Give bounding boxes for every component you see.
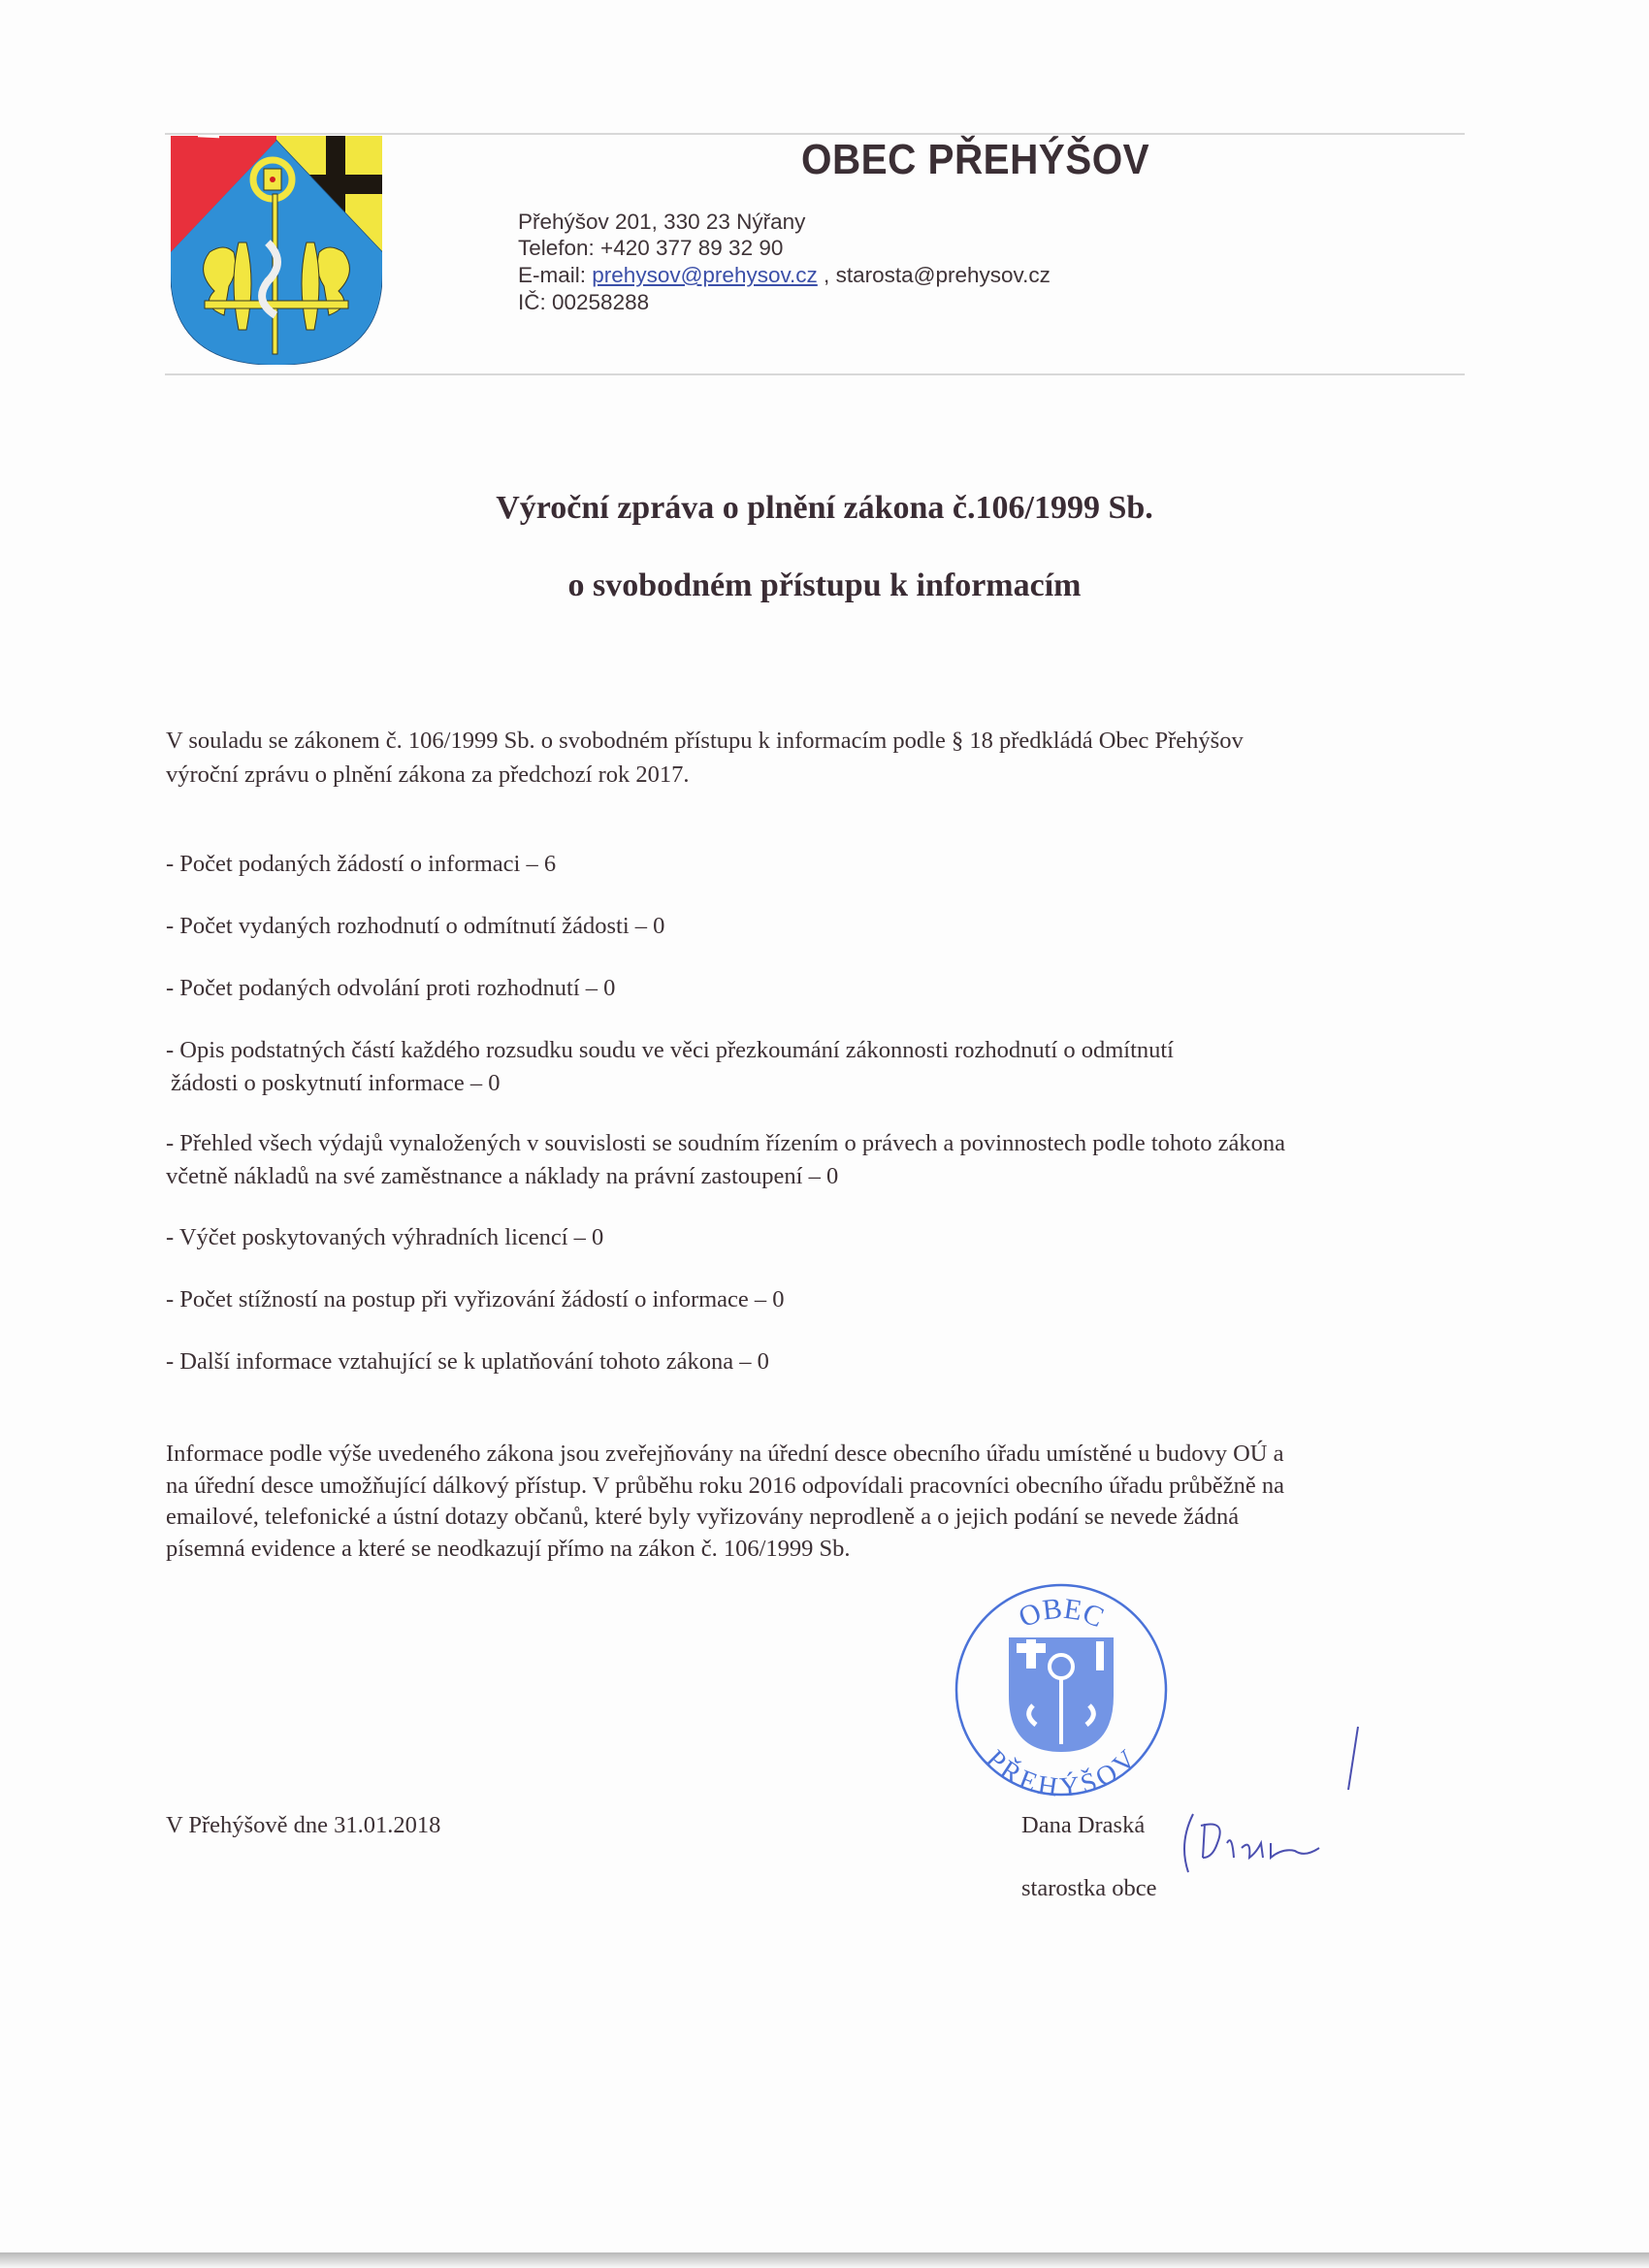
- report-item: [166, 1132, 1285, 1188]
- email-label: E-mail:: [518, 263, 587, 287]
- stamp-bottom-text: PŘEHÝŠOV: [980, 1744, 1143, 1800]
- report-item-text: - Přehled všech výdajů vynaložených v souvislosti se soudním řízením o právech a povinnostech podle tohoto zákona: [166, 1130, 1285, 1156]
- report-item-text: - Počet vydaných rozhodnutí o odmítnutí žádosti – 0: [166, 913, 665, 939]
- document-title: Výroční zpráva o plnění zákona č.106/1999 Sb.: [496, 490, 1153, 526]
- address-line: Přehýšov 201, 330 23 Nýřany: [518, 210, 806, 234]
- report-item-text-cont: žádosti o poskytnutí informace – 0: [171, 1069, 501, 1096]
- phone-line: Telefon: +420 377 89 32 90: [518, 236, 784, 260]
- closing-paragraph: [166, 1442, 1284, 1569]
- report-item: [166, 1226, 603, 1250]
- email-link-primary[interactable]: prehysov@prehysov.cz: [592, 263, 818, 287]
- report-item-text: - Výčet poskytovaných výhradních licencí – 0: [166, 1224, 604, 1250]
- handwritten-signature-icon: [1174, 1717, 1368, 1892]
- closing-line: písemná evidence a které se neodkazují přímo na zákon č. 106/1999 Sb.: [166, 1535, 851, 1562]
- report-item: [166, 1350, 769, 1375]
- report-item: [166, 853, 556, 877]
- scan-page-edge: [0, 2252, 1649, 2268]
- report-item: [166, 915, 664, 939]
- email-line: [518, 265, 1051, 287]
- closing-line: na úřední desce umožňující dálkový přístup. V průběhu roku 2016 odpovídali pracovníci obecního úřadu průběžně na: [166, 1472, 1285, 1499]
- closing-line: emailové, telefonické a ústní dotazy občanů, které byly vyřizovány neprodleně a o jejich podání se nevede žádná: [166, 1504, 1240, 1530]
- signer-role: starostka obce: [1021, 1875, 1157, 1901]
- report-item: [166, 977, 615, 1001]
- intro-line-2: výroční zprávu o plnění zákona za předchozí rok 2017.: [166, 761, 690, 788]
- intro-line-1: V souladu se zákonem č. 106/1999 Sb. o svobodném přístupu k informacím podle § 18 předkládá Obec Přehýšov: [166, 728, 1244, 754]
- header-top-rule: [165, 133, 1465, 135]
- report-item-text: - Počet podaných žádostí o informaci – 6: [166, 851, 557, 877]
- organization-name: OBEC PŘEHÝŠOV: [801, 136, 1150, 183]
- place-and-date: V Přehýšově dne 31.01.2018: [166, 1812, 441, 1838]
- email-separator: ,: [817, 263, 836, 287]
- report-item: [166, 1039, 1174, 1095]
- header-bottom-rule: [165, 373, 1465, 375]
- report-item-text: - Počet podaných odvolání proti rozhodnutí – 0: [166, 975, 616, 1001]
- ic-line: IČ: 00258288: [518, 290, 650, 314]
- report-item-text-cont: včetně nákladů na své zaměstnance a náklady na právní zastoupení – 0: [166, 1162, 839, 1189]
- report-item-text: - Další informace vztahující se k uplatňování tohoto zákona – 0: [166, 1348, 769, 1375]
- official-stamp-icon: [951, 1579, 1172, 1800]
- email-secondary: starosta@prehysov.cz: [835, 263, 1051, 287]
- closing-line: Informace podle výše uvedeného zákona jsou zveřejňovány na úřední desce obecního úřadu umístěné u budovy OÚ a: [166, 1441, 1284, 1467]
- report-item: [166, 1288, 785, 1312]
- report-item-text: - Opis podstatných částí každého rozsudku soudu ve věci přezkoumání zákonnosti rozhodnutí o odmítnutí: [166, 1037, 1174, 1063]
- coat-of-arms-icon: [171, 136, 382, 365]
- report-item-text: - Počet stížností na postup při vyřizování žádostí o informace – 0: [166, 1286, 785, 1312]
- stamp-top-text: OBEC: [1014, 1592, 1109, 1635]
- document-subtitle: o svobodném přístupu k informacím: [567, 567, 1082, 603]
- signer-name: Dana Draská: [1021, 1812, 1146, 1838]
